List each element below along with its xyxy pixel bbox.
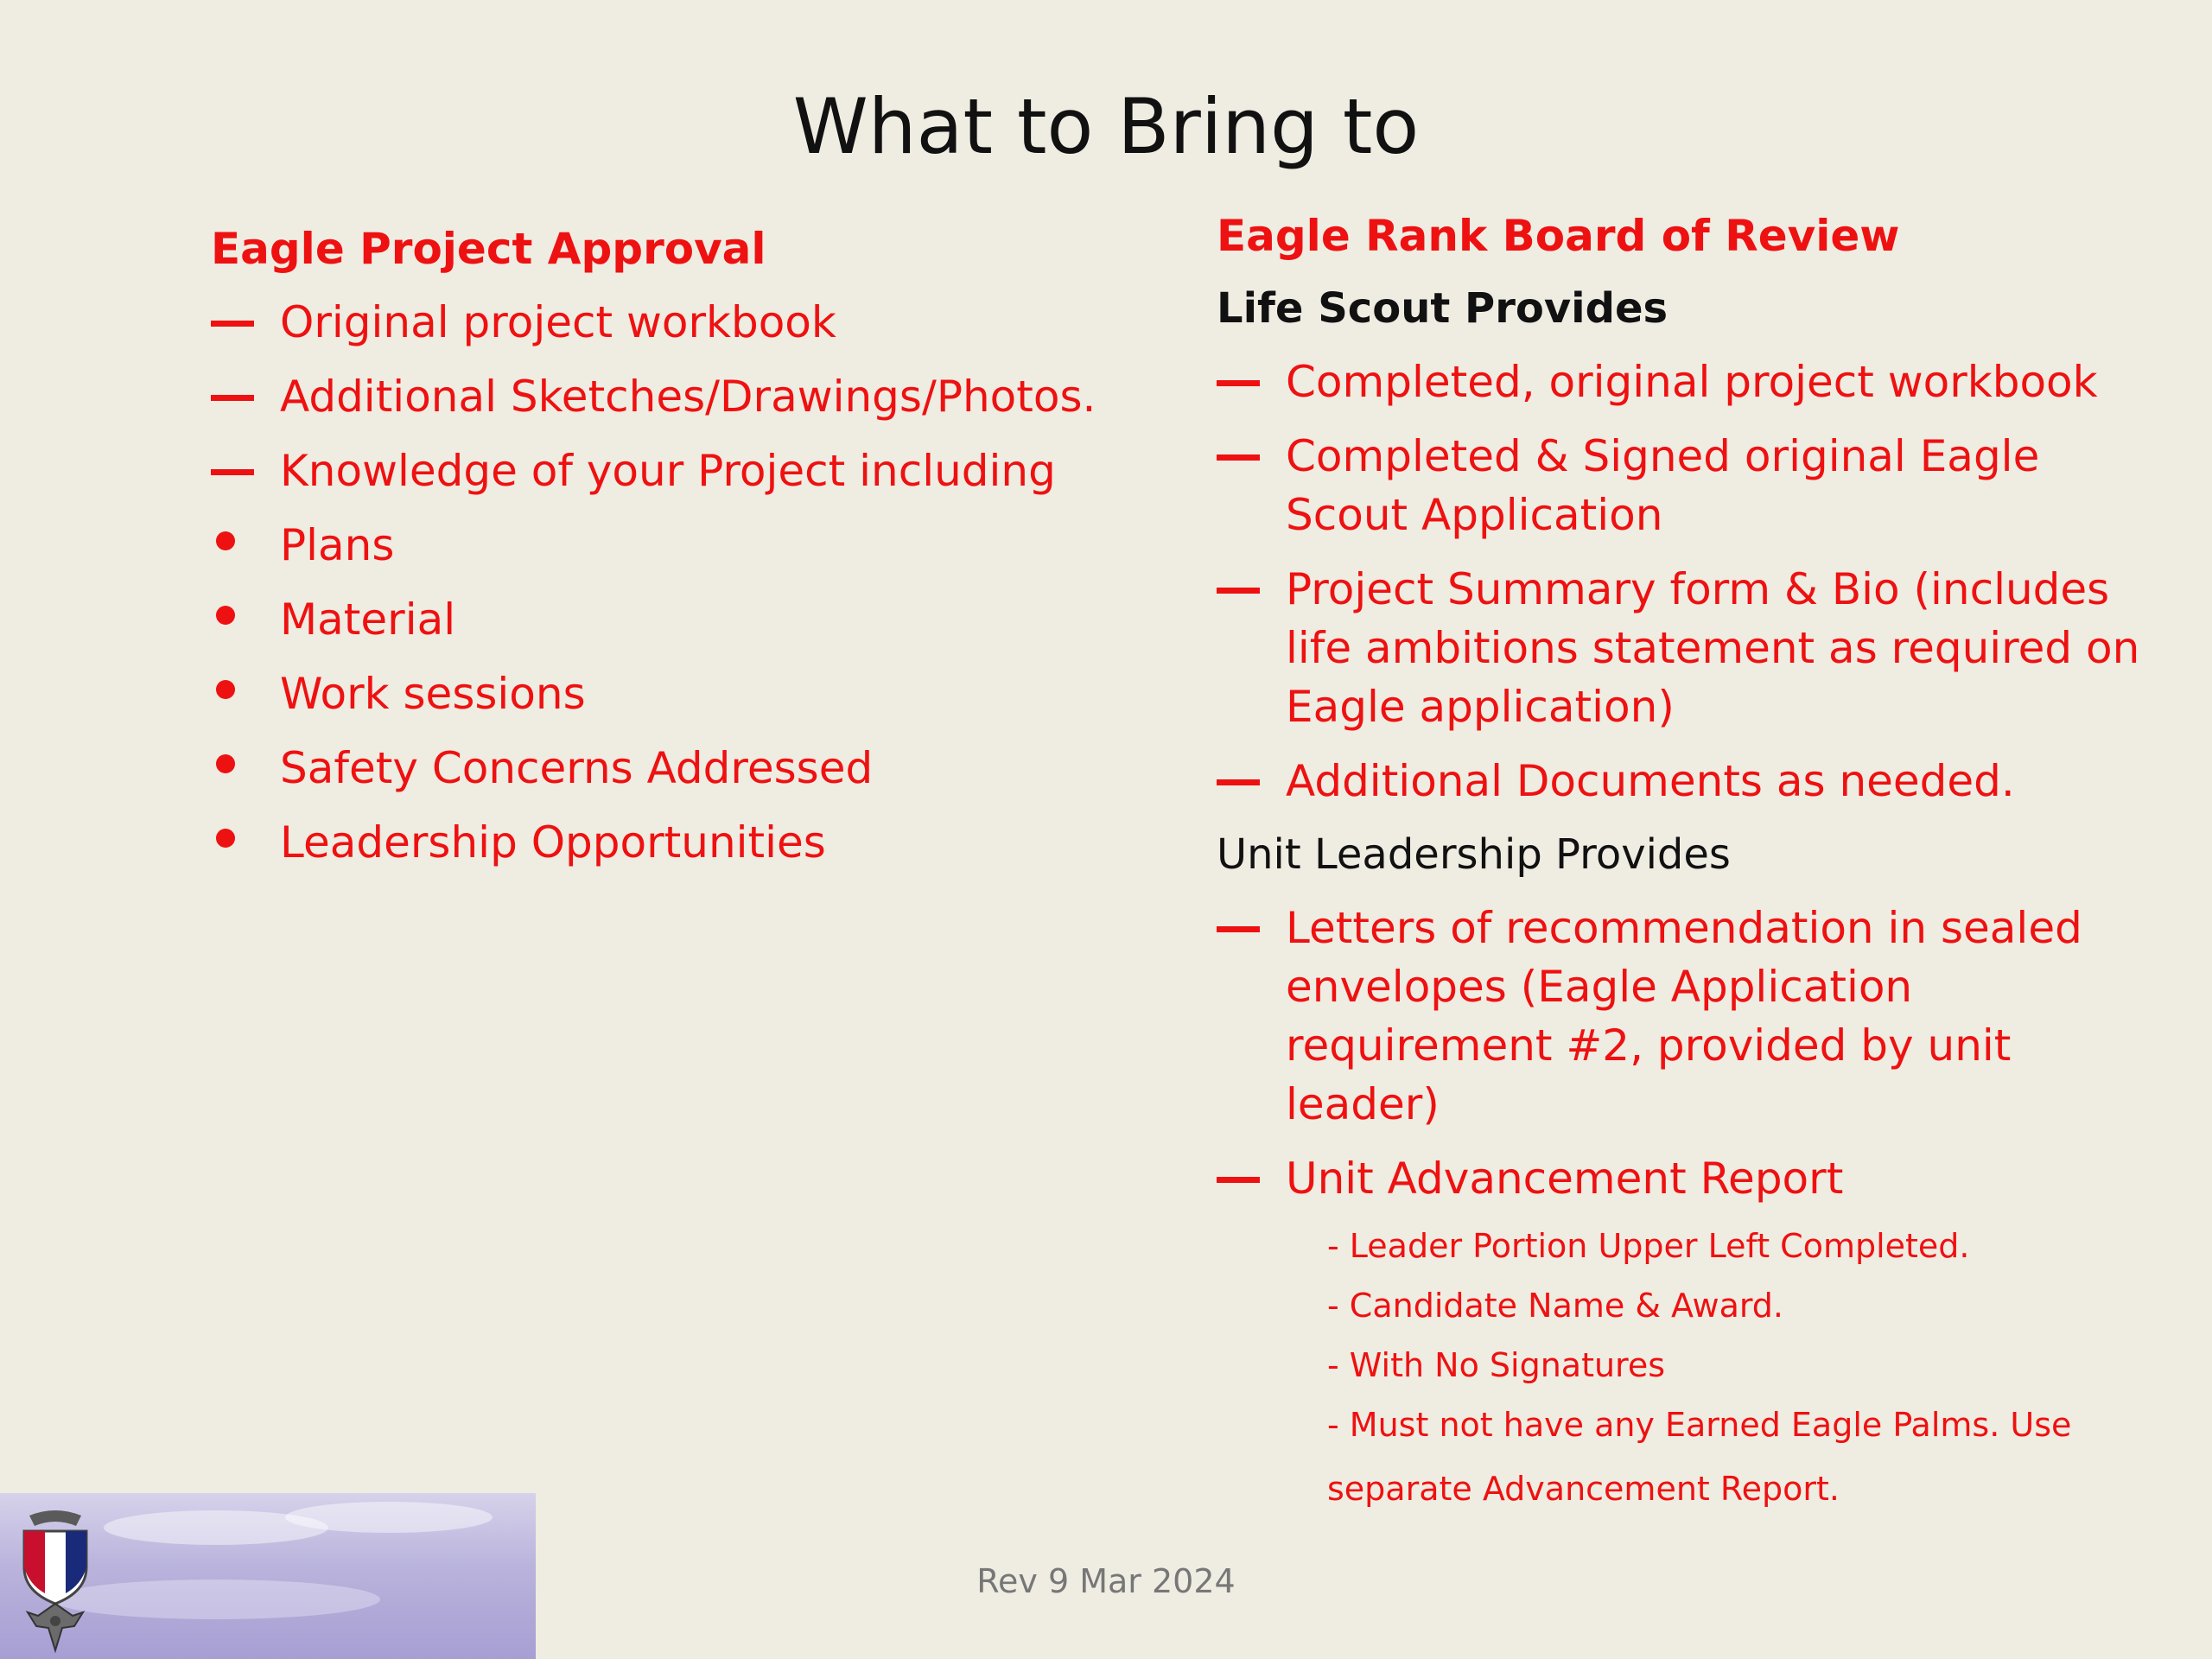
dot-bullet-icon (216, 754, 235, 773)
list-item-text: Material (280, 594, 456, 645)
list-item (1217, 752, 2150, 810)
list-item (211, 293, 1179, 352)
note-item: separate Advancement Report. (1327, 1470, 1840, 1508)
list-item (211, 367, 1179, 426)
dot-bullet-icon (216, 606, 235, 625)
list-item (211, 590, 1179, 649)
project-approval-heading: Eagle Project Approval (211, 224, 766, 274)
dash-bullet-icon (1217, 779, 1260, 785)
list-item-text: Additional Documents as needed. (1286, 756, 2015, 806)
list-item-text: Knowledge of your Project including (280, 446, 1056, 496)
list-item (211, 516, 1179, 575)
project-approval-column (211, 220, 1179, 887)
dash-bullet-icon (211, 469, 254, 475)
dash-bullet-icon (1217, 380, 1260, 386)
life-scout-list (1217, 353, 2150, 810)
list-item-text: Unit Advancement Report (1286, 1154, 1844, 1204)
list-item-text: Leadership Opportunities (280, 817, 826, 868)
list-item-text: Safety Concerns Addressed (280, 743, 874, 793)
dot-bullet-icon (216, 531, 235, 550)
list-item-text: Completed, original project workbook (1286, 357, 2098, 407)
dash-bullet-icon (1217, 1177, 1260, 1183)
list-item (211, 813, 1179, 872)
list-item-text: Project Summary form & Bio (includes life ambitions statement as required on Eagle application) (1286, 564, 2140, 732)
list-item (1217, 560, 2150, 736)
dot-bullet-icon (216, 829, 235, 848)
note-item: - Leader Portion Upper Left Completed. (1327, 1227, 1970, 1265)
unit-leadership-heading: Unit Leadership Provides (1217, 830, 1731, 879)
dash-bullet-icon (1217, 926, 1260, 932)
dash-bullet-icon (211, 321, 254, 327)
list-item-text: Letters of recommendation in sealed envelopes (Eagle Application requirement #2, provided by unit leader) (1286, 903, 2082, 1129)
note-item: - Must not have any Earned Eagle Palms. Use (1327, 1406, 2072, 1444)
list-item (1217, 427, 2150, 544)
life-scout-heading: Life Scout Provides (1217, 284, 1669, 333)
slide-title: What to Bring to (792, 82, 1420, 171)
board-of-review-heading: Eagle Rank Board of Review (1217, 211, 1900, 261)
list-item (1217, 353, 2150, 411)
note-item: - Candidate Name & Award. (1327, 1287, 1784, 1325)
note-item: - With No Signatures (1327, 1346, 1666, 1384)
dash-bullet-icon (1217, 454, 1260, 461)
list-item (211, 664, 1179, 723)
list-item (1217, 899, 2150, 1134)
list-item-text: Original project workbook (280, 297, 836, 347)
list-item (211, 442, 1179, 500)
list-item-text: Work sessions (280, 669, 586, 719)
list-item (211, 739, 1179, 798)
list-item-text: Plans (280, 520, 395, 570)
list-item-text: Additional Sketches/Drawings/Photos. (280, 372, 1096, 422)
list-item-text: Completed & Signed original Eagle Scout Application (1286, 431, 2040, 540)
advancement-report-notes (1327, 1224, 2150, 1516)
dash-bullet-icon (211, 395, 254, 401)
list-item (1217, 1149, 2150, 1208)
revision-date: Rev 9 Mar 2024 (976, 1562, 1236, 1600)
unit-leadership-list (1217, 899, 2150, 1208)
dot-bullet-icon (216, 680, 235, 699)
project-approval-list (211, 293, 1179, 872)
dash-bullet-icon (1217, 588, 1260, 594)
board-of-review-column (1217, 207, 2150, 1522)
